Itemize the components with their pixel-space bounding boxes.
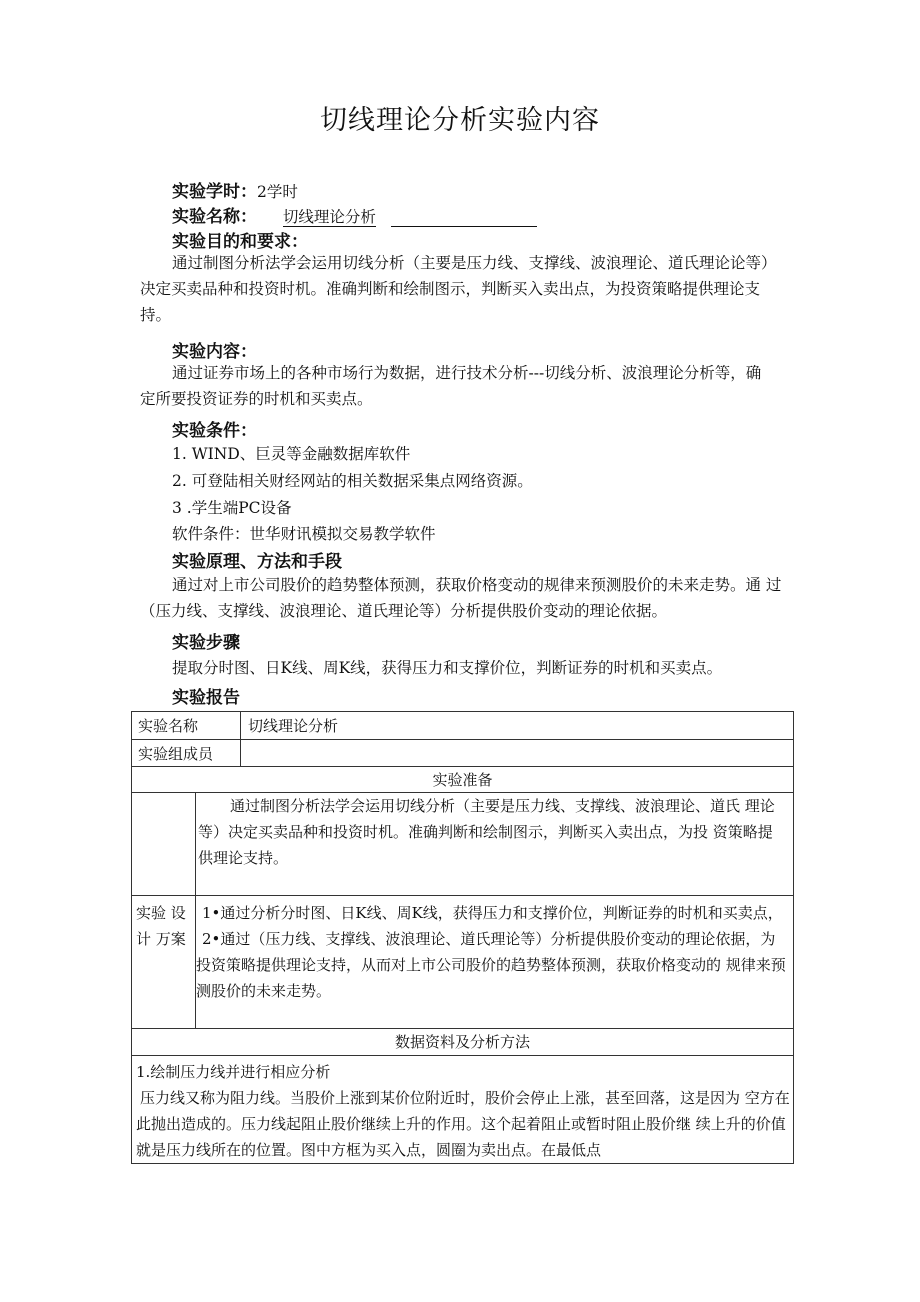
condition-item: 3 .学生端PC设备: [172, 499, 292, 517]
name-line: [172, 202, 537, 227]
table-row: [132, 1056, 793, 1163]
design-content: [196, 900, 786, 1028]
table-row: [132, 767, 793, 793]
row-value-name: 切线理论分析: [248, 717, 339, 735]
name-label: 实验名称：: [172, 207, 257, 227]
hours-line: [172, 177, 298, 202]
table-row: [132, 1029, 793, 1056]
steps-heading: 实验步骤: [172, 633, 240, 653]
design-label-line: 实验 设: [136, 904, 186, 922]
steps-text: 提取分时图、日K线、周K线，获得压力和支撑价位，判断证券的时机和买卖点。: [172, 659, 723, 677]
principle-heading: 实验原理、方法和手段: [172, 552, 342, 572]
report-table: [131, 711, 794, 1164]
content-text: 通过证券市场上的各种市场行为数据，进行技术分析---切线分析、波浪理论分析等，确 定所要投资证券的时机和买卖点。: [140, 364, 762, 408]
table-row: [132, 740, 793, 767]
design-label: [136, 900, 186, 1028]
purpose-text: 通过制图分析法学会运用切线分析（主要是压力线、支撑线、波浪理论、道氏理论论等） 决定买卖品种和投资时机。准确判断和绘制图示，判断买入卖出点，为投资策略提供理论支 持。: [140, 254, 777, 324]
report-heading: 实验报告: [172, 688, 240, 708]
design-point-1: 1•通过分析分时图、日K线、周K线，获得压力和支撑价位，判断证券的时机和买卖点，: [202, 904, 783, 922]
hours-value: 2学时: [257, 183, 298, 201]
condition-item: 2. 可登陆相关财经网站的相关数据采集点网络资源。: [172, 472, 533, 490]
design-point-2: 2•通过（压力线、支撑线、波浪理论、道氏理论等）分析提供股价变动的理论依据，为投资策略提供理论支持，从而对上市公司股价的趋势整体预测，获取价格变动的 规律来预测股价的未来走势。: [196, 930, 786, 1000]
table-row: [132, 896, 793, 1029]
content-heading: 实验内容：: [172, 342, 257, 362]
principle-text: 通过对上市公司股价的趋势整体预测，获取价格变动的规律来预测股价的未来走势。通 过（压力线、支撑线、波浪理论、道氏理论等）分析提供股价变动的理论依据。: [140, 576, 782, 620]
condition-item: 1. WIND、巨灵等金融数据库软件: [172, 445, 411, 463]
section-1: [136, 1059, 790, 1163]
name-value: 切线理论分析: [282, 208, 376, 226]
prep-header: 实验准备: [432, 771, 493, 789]
row-label-members: 实验组成员: [138, 745, 214, 763]
section-1-title: 1.绘制压力线并进行相应分析: [136, 1063, 331, 1081]
table-row: [132, 712, 793, 740]
design-label-line: 计 万案: [136, 930, 186, 948]
table-row: [132, 793, 793, 896]
prep-text: 通过制图分析法学会运用切线分析（主要是压力线、支撑线、波浪理论、道氏 理论等）决定买卖品种和投资时机。准确判断和绘制图示，判断买入卖出点，为投 资策略提供理论支持。: [198, 797, 775, 867]
name-blank-underline: [391, 212, 537, 227]
row-label-name: 实验名称: [138, 717, 199, 735]
purpose-heading: 实验目的和要求：: [172, 232, 308, 252]
hours-label: 实验学时：: [172, 182, 257, 202]
conditions-heading: 实验条件：: [172, 421, 257, 441]
condition-item: 软件条件：世华财讯模拟交易教学软件: [172, 525, 436, 543]
data-header: 数据资料及分析方法: [394, 1033, 530, 1051]
document-title: 切线理论分析实验内容: [320, 105, 600, 136]
section-1-text: 压力线又称为阻力线。当股价上涨到某价位附近时，股价会停止上涨，甚至回落，这是因为 空方在此抛出造成的。压力线起阻止股价继续上升的作用。这个起着阻止或暂时阻止股价继 续上升的价值就是压力线所在的位置。图中方框为买入点，圆圈为卖出点。在最低点: [136, 1089, 790, 1159]
